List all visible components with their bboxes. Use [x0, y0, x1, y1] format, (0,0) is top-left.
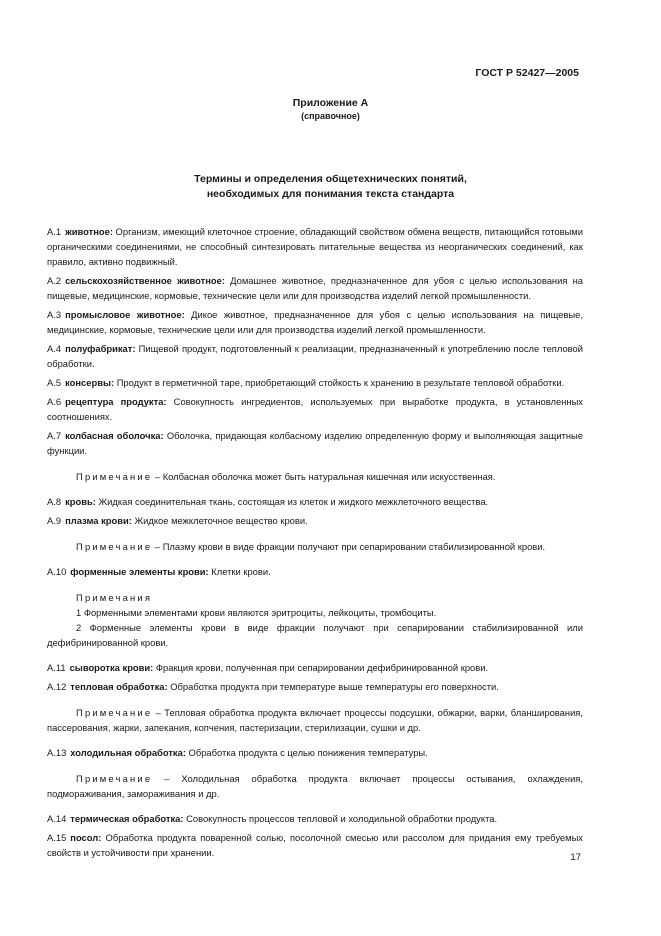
appendix-title: Приложение А: [292, 97, 369, 109]
section-heading-line2: необходимых для понимания текста стандарта: [206, 188, 455, 200]
term-definition: Обработка продукта при температуре выше температуры его поверхности.: [167, 681, 499, 692]
term-name: животное:: [65, 226, 113, 237]
term-entry: [47, 307, 583, 337]
term-name: термическая обработка:: [70, 813, 184, 824]
term-name: сельскохозяйственное животное:: [65, 275, 225, 286]
entry-number: А.6: [47, 396, 62, 407]
section-heading-line1: Термины и определения общетехнических понятий,: [194, 173, 467, 185]
entry-number: А.11: [47, 662, 66, 673]
section-heading: [0, 172, 661, 202]
term-definition: Фракция крови, полученная при сепарировании дефибринированной крови.: [153, 662, 489, 673]
entry-number: А.15: [47, 832, 67, 843]
entry-number: А.9: [47, 515, 62, 526]
term-name: форменные элементы крови:: [70, 566, 209, 577]
entry-number: А.13: [47, 747, 67, 758]
term-definition: Совокупность процессов тепловой и холодильной обработки продукта.: [183, 813, 498, 824]
page-number: 17: [570, 852, 581, 863]
term-name: посол:: [70, 832, 102, 843]
term-definition: Продукт в герметичной таре, приобретающий стойкость к хранению в результате тепловой обработки.: [114, 377, 565, 388]
entry-number: А.12: [47, 681, 67, 692]
terms-list: [47, 224, 583, 864]
entry-number: А.10: [47, 566, 67, 577]
note-label: Примечание: [76, 773, 153, 784]
note-label: Примечание: [76, 707, 153, 718]
term-entry: [47, 375, 583, 390]
entry-number: А.4: [47, 343, 62, 354]
note-text: – Холодильная обработка продукта включает процессы остывания, охлаждения, подмораживания, замораживания и др.: [47, 773, 583, 799]
term-definition: Жидкое межклеточное вещество крови.: [131, 515, 308, 526]
term-entry: [47, 513, 583, 528]
note: [47, 469, 583, 484]
term-definition: Клетки крови.: [208, 566, 271, 577]
note-text: – Плазму крови в виде фракции получают при сепарировании стабилизированной крови.: [152, 541, 546, 552]
notes-label: Примечания: [76, 592, 153, 603]
term-name: тепловая обработка:: [70, 681, 168, 692]
entry-number: А.7: [47, 430, 62, 441]
term-definition: Жидкая соединительная ткань, состоящая из клеток и жидкого межклеточного вещества.: [95, 496, 489, 507]
term-name: полуфабрикат:: [65, 343, 136, 354]
standard-number: ГОСТ Р 52427—2005: [475, 67, 579, 79]
term-name: холодильная обработка:: [70, 747, 186, 758]
term-entry: [47, 341, 583, 371]
entry-number: А.1: [47, 226, 62, 237]
term-name: сыворотка крови:: [69, 662, 154, 673]
term-entry: [47, 660, 583, 675]
term-name: плазма крови:: [65, 515, 132, 526]
term-entry: [47, 830, 583, 860]
entry-number: А.14: [47, 813, 67, 824]
entry-number: А.3: [47, 309, 62, 320]
term-entry: [47, 564, 583, 579]
term-name: колбасная оболочка:: [65, 430, 164, 441]
term-entry: [47, 745, 583, 760]
term-definition: Дикое животное, предназначенное для убоя с целью использования на пищевые, медицинские, кормовые, технические цели или для производства изделий легкой промышленности.: [47, 309, 583, 335]
term-name: рецептура продукта:: [65, 396, 167, 407]
term-definition: Пищевой продукт, подготовленный к реализации, предназначенный к употреблению после тепловой обработки.: [47, 343, 583, 369]
term-definition: Домашнее животное, предназначенное для убоя с целью использования на пищевые, медицинские, кормовые, технические цели или для производства изделий легкой промышленности.: [47, 275, 583, 301]
term-entry: [47, 811, 583, 826]
note-item: 1 Форменными элементами крови являются эритроциты, лейкоциты, тромбоциты.: [76, 607, 437, 618]
term-entry: [47, 679, 583, 694]
term-entry: [47, 494, 583, 509]
notes-block: [47, 590, 583, 650]
term-entry: [47, 273, 583, 303]
term-definition: Оболочка, придающая колбасному изделию определенную форму и выполняющая защитные функции.: [47, 430, 583, 456]
term-name: кровь:: [65, 496, 96, 507]
term-name: консервы:: [65, 377, 115, 388]
note-text: – Тепловая обработка продукта включает процессы подсушки, обжарки, варки, бланширования, пассерования, жарки, запекания, копчения, пастеризации, стерилизации, сушки и др.: [47, 707, 583, 733]
appendix-title-block: [0, 96, 661, 122]
note: [47, 539, 583, 554]
term-name: промысловое животное:: [65, 309, 185, 320]
note-item: 2 Форменные элементы крови в виде фракции получают при сепарировании стабилизированной или дефибринированной крови.: [47, 622, 583, 648]
term-definition: Совокупность ингредиентов, используемых при выработке продукта, в установленных соотношениях.: [47, 396, 583, 422]
note-text: – Колбасная оболочка может быть натуральная кишечная или искусственная.: [152, 471, 496, 482]
term-entry: [47, 428, 583, 458]
entry-number: А.8: [47, 496, 62, 507]
term-definition: Обработка продукта с целью понижения температуры.: [185, 747, 428, 758]
term-entry: [47, 394, 583, 424]
note-label: Примечание: [76, 541, 153, 552]
appendix-subtitle: (справочное): [301, 111, 360, 121]
entry-number: А.2: [47, 275, 62, 286]
term-entry: [47, 224, 583, 269]
term-definition: Организм, имеющий клеточное строение, обладающий свойством обмена веществ, питающийся готовыми органическими соединениями, не способный синтезировать питательные вещества из неорганических соединений, как правило, активно подвижный.: [47, 226, 583, 267]
note: [47, 771, 583, 801]
note-label: Примечание: [76, 471, 153, 482]
entry-number: А.5: [47, 377, 62, 388]
note: [47, 705, 583, 735]
term-definition: Обработка продукта поваренной солью, посолочной смесью или рассолом для придания ему требуемых свойств и устойчивости при хранении.: [47, 832, 583, 858]
